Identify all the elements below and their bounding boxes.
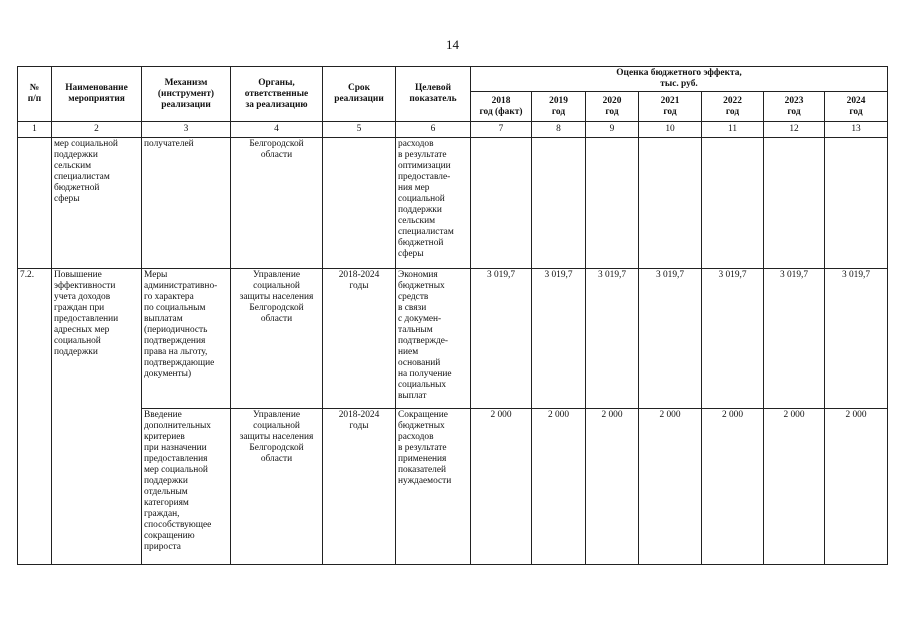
cell-term: 2018-2024 годы <box>323 269 396 409</box>
cell-organs: Управление социальной защиты населения Белгородской области <box>231 269 323 409</box>
cell-organs: Управление социальной защиты населения Белгородской области <box>231 409 323 565</box>
column-number: 10 <box>639 122 702 138</box>
cell-value <box>702 138 764 269</box>
cell-target: Сокращение бюджетных расходов в результате применения показателей нуждаемости <box>396 409 471 565</box>
budget-effect-table <box>17 66 888 565</box>
cell-value <box>639 138 702 269</box>
column-number: 6 <box>396 122 471 138</box>
table-row <box>18 269 888 409</box>
cell-value: 3 019,7 <box>825 269 888 409</box>
cell-value: 2 000 <box>586 409 639 565</box>
table-row <box>18 409 888 565</box>
cell-name: мер социальной поддержки сельским специалистам бюджетной сферы <box>52 138 142 269</box>
cell-value <box>586 138 639 269</box>
table-header-row <box>18 67 888 92</box>
cell-term <box>323 138 396 269</box>
cell-name: Повышение эффективности учета доходов граждан при предоставлении адресных мер социальной поддержки <box>52 269 142 565</box>
cell-value: 2 000 <box>764 409 825 565</box>
cell-num <box>18 138 52 269</box>
cell-mechanism: Введение дополнительных критериев при назначении предоставления мер социальной поддержки отдельным категориям граждан, способствующее сокращению прироста <box>142 409 231 565</box>
cell-value: 2 000 <box>471 409 532 565</box>
table-row <box>18 138 888 269</box>
column-number: 8 <box>532 122 586 138</box>
header-budget-effect: Оценка бюджетного эффекта, тыс. руб. <box>471 67 888 92</box>
header-year: 2022 год <box>702 92 764 122</box>
cell-value: 2 000 <box>532 409 586 565</box>
column-number: 4 <box>231 122 323 138</box>
header-name: Наименование мероприятия <box>52 67 142 122</box>
column-number: 5 <box>323 122 396 138</box>
column-number: 2 <box>52 122 142 138</box>
cell-value: 3 019,7 <box>764 269 825 409</box>
column-number: 12 <box>764 122 825 138</box>
column-number: 7 <box>471 122 532 138</box>
header-num: № п/п <box>18 67 52 122</box>
cell-term: 2018-2024 годы <box>323 409 396 565</box>
column-numbers-row <box>18 122 888 138</box>
header-year: 2020 год <box>586 92 639 122</box>
cell-value: 2 000 <box>702 409 764 565</box>
cell-value: 3 019,7 <box>639 269 702 409</box>
cell-target: расходов в результате оптимизации предоставле- ния мер социальной поддержки сельским специалистам бюджетной сферы <box>396 138 471 269</box>
header-organs: Органы, ответственные за реализацию <box>231 67 323 122</box>
cell-value <box>825 138 888 269</box>
header-year: 2023 год <box>764 92 825 122</box>
header-year: 2024 год <box>825 92 888 122</box>
header-year: 2021 год <box>639 92 702 122</box>
column-number: 1 <box>18 122 52 138</box>
cell-value: 3 019,7 <box>471 269 532 409</box>
column-number: 13 <box>825 122 888 138</box>
cell-num: 7.2. <box>18 269 52 565</box>
header-mechanism: Механизм (инструмент) реализации <box>142 67 231 122</box>
cell-organs: Белгородской области <box>231 138 323 269</box>
page-number: 14 <box>446 37 459 52</box>
header-year: 2018 год (факт) <box>471 92 532 122</box>
header-year: 2019 год <box>532 92 586 122</box>
header-term: Срок реализации <box>323 67 396 122</box>
cell-value <box>532 138 586 269</box>
cell-target: Экономия бюджетных средств в связи с докумен- тальным подтвержде- нием оснований на получение социальных выплат <box>396 269 471 409</box>
cell-value: 2 000 <box>825 409 888 565</box>
cell-value: 3 019,7 <box>532 269 586 409</box>
cell-value: 2 000 <box>639 409 702 565</box>
cell-mechanism: Меры административно- го характера по социальным выплатам (периодичность подтверждения права на льготу, подтверждающие документы) <box>142 269 231 409</box>
cell-value <box>471 138 532 269</box>
column-number: 11 <box>702 122 764 138</box>
cell-value: 3 019,7 <box>702 269 764 409</box>
cell-mechanism: получателей <box>142 138 231 269</box>
cell-value <box>764 138 825 269</box>
cell-value: 3 019,7 <box>586 269 639 409</box>
column-number: 3 <box>142 122 231 138</box>
column-number: 9 <box>586 122 639 138</box>
header-target: Целевой показатель <box>396 67 471 122</box>
